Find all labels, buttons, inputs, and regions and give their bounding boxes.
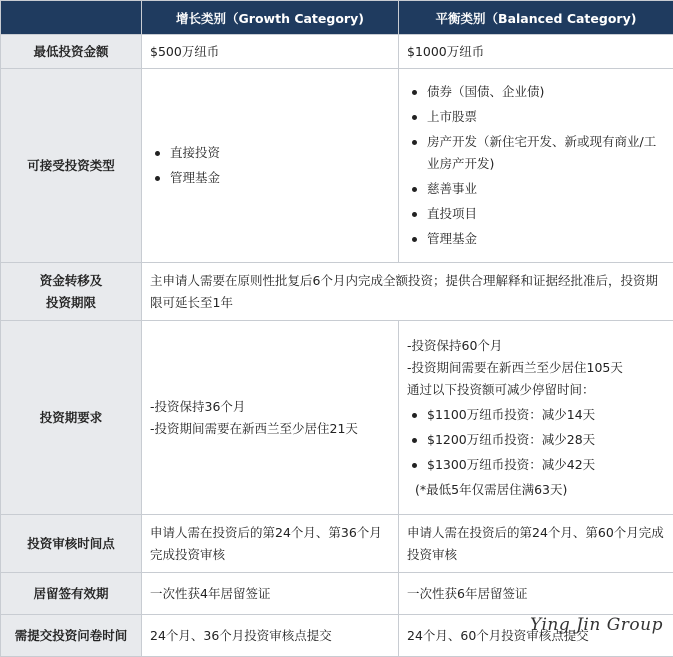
row-review	[1, 515, 673, 573]
cell-merged: 主申请人需要在原则性批复后6个月内完成全额投资；提供合理解释和证据经批准后，投资期限可延长至1年	[142, 263, 673, 321]
balanced-types-list	[407, 81, 665, 250]
list-item: 管理基金	[427, 228, 665, 250]
text-line: -投资保持60个月	[407, 337, 503, 353]
row-label: 需提交投资问卷时间	[1, 615, 142, 657]
list-item: $1200万纽币投资：减少28天	[427, 429, 665, 451]
row-types	[1, 69, 673, 263]
header-growth: 增长类别（Growth Category)	[142, 1, 399, 35]
list-item: 直投项目	[427, 203, 665, 225]
cell-growth: 24个月、36个月投资审核点提交	[142, 615, 399, 657]
row-label: 可接受投资类型	[1, 69, 142, 263]
reduction-list	[407, 404, 665, 476]
header-balanced: 平衡类别（Balanced Category)	[399, 1, 673, 35]
row-label: 投资期要求	[1, 321, 142, 515]
list-item: 直接投资	[170, 142, 390, 164]
cell-balanced	[399, 69, 673, 263]
list-item: 房产开发（新住宅开发、新或现有商业/工业房产开发)	[427, 131, 665, 175]
cell-balanced: 一次性获6年居留签证	[399, 573, 673, 615]
row-label-line: 投资期限	[45, 294, 96, 310]
cell-growth: 申请人需在投资后的第24个月、第36个月完成投资审核	[142, 515, 399, 573]
footnote: (*最低5年仅需居住满63天)	[415, 481, 568, 497]
cell-balanced	[399, 321, 673, 515]
cell-balanced: 24个月、60个月投资审核点提交	[399, 615, 673, 657]
list-item: 债券（国债、企业债)	[427, 81, 665, 103]
cell-balanced: $1000万纽币	[399, 35, 673, 69]
text-line: -投资期间需要在新西兰至少居住105天	[407, 359, 623, 375]
cell-growth	[142, 321, 399, 515]
cell-balanced: 申请人需在投资后的第24个月、第60个月完成投资审核	[399, 515, 673, 573]
list-item: 管理基金	[170, 167, 390, 189]
row-label: 最低投资金额	[1, 35, 142, 69]
list-item: 上市股票	[427, 106, 665, 128]
text-line: -投资期间需要在新西兰至少居住21天	[150, 420, 358, 436]
row-visa	[1, 573, 673, 615]
list-item: $1100万纽币投资：减少14天	[427, 404, 665, 426]
row-label-line: 资金转移及	[39, 272, 103, 288]
header-row	[1, 1, 673, 35]
cell-growth: $500万纽币	[142, 35, 399, 69]
header-blank	[1, 1, 142, 35]
row-label: 居留签有效期	[1, 573, 142, 615]
text-line: 通过以下投资额可减少停留时间：	[407, 381, 595, 397]
cell-growth: 一次性获4年居留签证	[142, 573, 399, 615]
row-transfer	[1, 263, 673, 321]
row-min-invest	[1, 35, 673, 69]
row-label: 投资审核时间点	[1, 515, 142, 573]
watermark-logo: Ying Jin Group	[530, 615, 663, 635]
text-line: -投资保持36个月	[150, 398, 246, 414]
growth-types-list	[150, 142, 390, 189]
row-period	[1, 321, 673, 515]
cell-growth	[142, 69, 399, 263]
list-item: $1300万纽币投资：减少42天	[427, 454, 665, 476]
list-item: 慈善事业	[427, 178, 665, 200]
row-label	[1, 263, 142, 321]
